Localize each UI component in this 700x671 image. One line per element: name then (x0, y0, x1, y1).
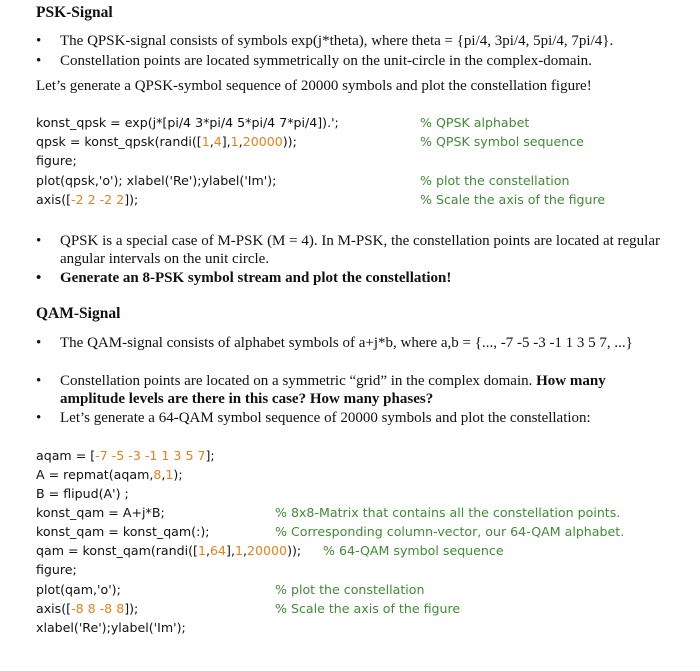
bullet-dot: • (36, 53, 42, 69)
bullet-dot: • (36, 33, 42, 49)
code-line: konst_qpsk = exp(j*[pi/4 3*pi/4 5*pi/4 7*pi/4]).'; (36, 115, 339, 130)
code-line: qam = konst_qam(randi([1,64],1,20000)); (36, 543, 302, 558)
psk-intro: Let’s generate a QPSK-symbol sequence of 20000 symbols and plot the constellation figure! (36, 78, 592, 94)
code-comment: % QPSK symbol sequence (420, 134, 584, 149)
code-line: qpsk = konst_qpsk(randi([1,4],1,20000)); (36, 134, 297, 149)
code-line: xlabel('Re');ylabel('Im'); (36, 620, 186, 635)
code-comment: % 64-QAM symbol sequence (323, 543, 504, 558)
psk-heading: PSK-Signal (36, 4, 113, 21)
code-line: plot(qam,'o'); (36, 582, 121, 597)
code-comment: % Corresponding column-vector, our 64-QAM alphabet. (275, 524, 625, 539)
code-comment: % plot the constellation (275, 582, 425, 597)
code-comment: % Scale the axis of the figure (275, 601, 461, 616)
code-line: figure; (36, 153, 77, 168)
bullet-dot: • (36, 410, 42, 426)
code-comment: % QPSK alphabet (420, 115, 530, 130)
qam-heading: QAM-Signal (36, 305, 121, 322)
bullet-dot: • (36, 233, 42, 249)
code-line: konst_qam = A+j*B; (36, 505, 165, 520)
code-line: axis([-2 2 -2 2]); (36, 192, 139, 207)
bullet-dot: • (36, 373, 42, 389)
bullet-dot: • (36, 335, 42, 351)
code-line: aqam = [-7 -5 -3 -1 1 3 5 7]; (36, 448, 215, 463)
bullet-dot: • (36, 270, 42, 286)
code-comment: % Scale the axis of the figure (420, 192, 606, 207)
code-line: konst_qam = konst_qam(:); (36, 524, 210, 539)
code-comment: % 8x8-Matrix that contains all the constellation points. (275, 505, 621, 520)
code-comment: % plot the constellation (420, 173, 570, 188)
code-line: axis([-8 8 -8 8]); (36, 601, 139, 616)
code-line: plot(qpsk,'o'); xlabel('Re');ylabel('Im'); (36, 173, 277, 188)
code-line: A = repmat(aqam,8,1); (36, 467, 183, 482)
code-line: B = flipud(A') ; (36, 486, 129, 501)
code-line: figure; (36, 562, 77, 577)
